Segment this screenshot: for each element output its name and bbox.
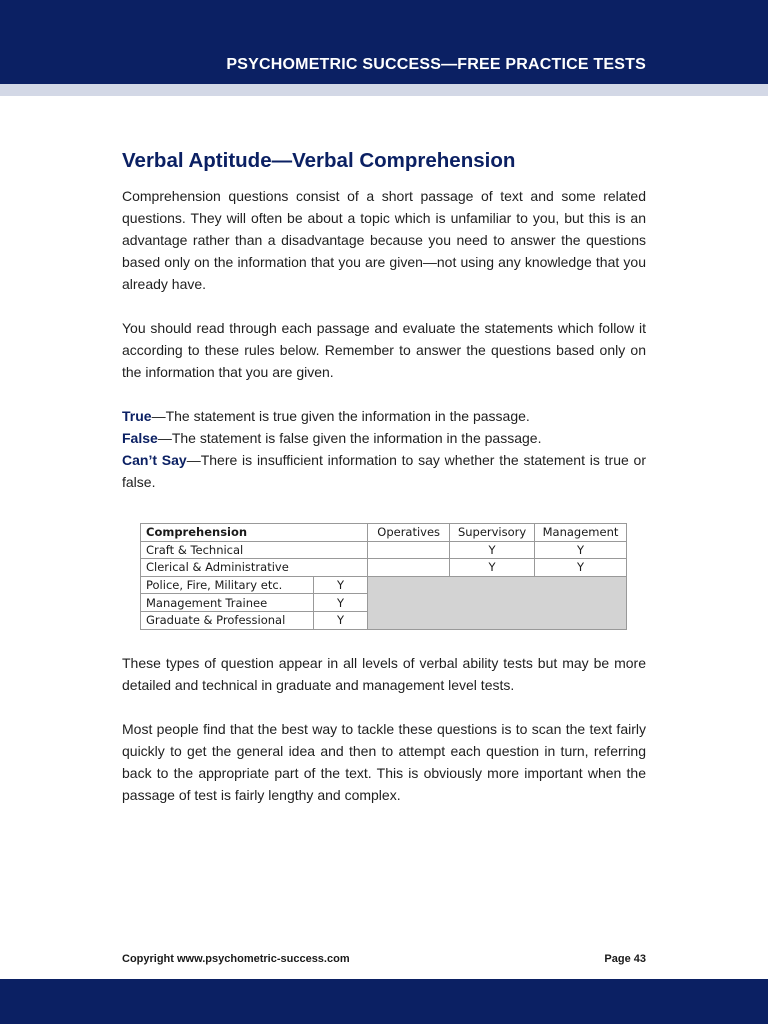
row-label: Graduate & Professional [141, 611, 314, 629]
rule-cant-say [122, 449, 646, 493]
rule-text: —There is insufficient information to say whether the statement is true or false. [122, 452, 646, 490]
paragraph-strategy: Most people find that the best way to tackle these questions is to scan the text fairly quickly to get the general idea and then to attempt each question in turn, referring back to the appropriate part of the text. This is obviously more important when the passage of test is fairly lengthy and complex. [122, 720, 646, 803]
paragraph-intro: Comprehension questions consist of a short passage of text and some related questions. They will often be about a topic which is unfamiliar to you, but this is an advantage rather than a disadvantage because you need to answer the questions based only on the information that you are given—not using any knowledge that you already have. [122, 188, 646, 292]
row-label: Management Trainee [141, 594, 314, 612]
cell-operatives [368, 559, 450, 577]
table-grey-block [368, 576, 627, 629]
paragraph-instructions: You should read through each passage and evaluate the statements which follow it according to these rules below. Remember to answer the questions based only on the information that you are given. [122, 320, 646, 380]
footer-band [0, 979, 768, 1024]
row-label: Police, Fire, Military etc. [141, 576, 314, 594]
comprehension-table-wrap [140, 523, 646, 630]
cell-supervisory: Y [450, 541, 535, 559]
comprehension-table [140, 523, 627, 630]
table-row [141, 576, 627, 594]
rule-term: Can’t Say [122, 452, 187, 468]
rule-text: —The statement is true given the information in the passage. [151, 408, 530, 424]
row-label: Clerical & Administrative [141, 559, 368, 577]
cell-operatives [368, 541, 450, 559]
page-title: Verbal Aptitude—Verbal Comprehension [122, 149, 516, 172]
cell-management: Y [535, 541, 627, 559]
table-row [141, 559, 627, 577]
rule-term: True [122, 408, 152, 424]
table-row [141, 541, 627, 559]
column-header-management: Management [535, 524, 627, 542]
rule-term: False [122, 430, 158, 446]
rule-true [122, 405, 646, 427]
cell-value: Y [313, 576, 368, 594]
column-header-supervisory: Supervisory [450, 524, 535, 542]
cell-supervisory: Y [450, 559, 535, 577]
rule-false [122, 427, 646, 449]
footer-copyright: Copyright www.psychometric-success.com [122, 953, 350, 965]
header-title: PSYCHOMETRIC SUCCESS—FREE PRACTICE TESTS [226, 56, 646, 73]
row-label: Craft & Technical [141, 541, 368, 559]
table-header-label: Comprehension [141, 524, 368, 542]
cell-value: Y [313, 611, 368, 629]
page-content [122, 147, 646, 806]
column-header-operatives: Operatives [368, 524, 450, 542]
header-stripe [0, 84, 768, 96]
paragraph-levels: These types of question appear in all levels of verbal ability tests but may be more detailed and technical in graduate and management level tests. [122, 654, 646, 693]
cell-management: Y [535, 559, 627, 577]
footer-page-number: Page 43 [604, 953, 646, 965]
table-header-row [141, 524, 627, 542]
cell-value: Y [313, 594, 368, 612]
rule-text: —The statement is false given the information in the passage. [157, 430, 542, 446]
